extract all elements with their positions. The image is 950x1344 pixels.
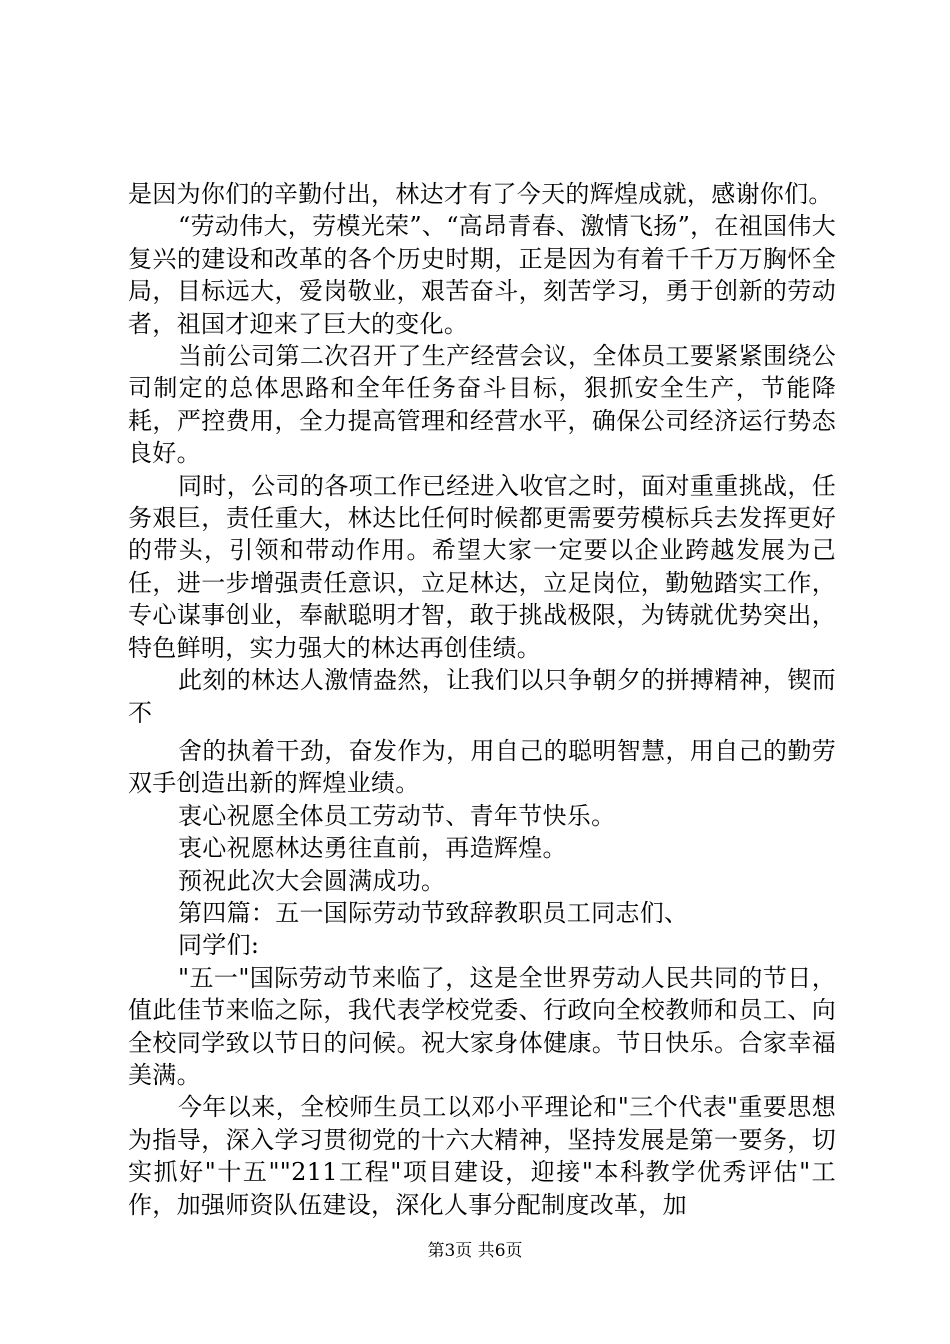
section-heading: 第四篇：五一国际劳动节致辞教职员工同志们、 [178,898,689,927]
paragraph-9: 预祝此次大会圆满成功。 [178,866,446,895]
paragraph-4: 同时，公司的各项工作已经进入收官之时，面对重重挑战，任务艰巨，责任重大，林达比任何时候都更需要劳模标兵去发挥更好的带头，引领和带动作用。希望大家一定要以企业跨越发展为己任，进一步增强责任意识，立足林达，立足岗位，勤勉踏实工作，专心谋事创业，奉献聪明才智，敢于挑战极限，为铸就优势突出，特色鲜明，实力强大的林达再创佳绩。 [128,471,836,662]
salutation: 同学们: [178,931,260,960]
paragraph-2: “劳动伟大，劳模光荣”、“高昂青春、激情飞扬”，在祖国伟大复兴的建设和改革的各个历史时期，正是因为有着千千万万胸怀全局，目标远大，爱岗敬业，艰苦奋斗，刻苦学习，勇于创新的劳动者，祖国才迎来了巨大的变化。 [128,212,836,338]
paragraph-8: 衷心祝愿林达勇往直前，再造辉煌。 [178,834,567,863]
paragraph-6: 舍的执着干劲，奋发作为，用自己的聪明智慧，用自己的勤劳双手创造出新的辉煌业绩。 [128,736,836,798]
paragraph-7: 衷心祝愿全体员工劳动节、青年节快乐。 [178,801,616,830]
paragraph-5: 此刻的林达人激情盎然，让我们以只争朝夕的拼搏精神，锲而不 [128,666,836,727]
page-number-footer: 第3页 共6页 [427,1241,523,1261]
paragraph-13: 今年以来，全校师生员工以邓小平理论和"三个代表"重要思想为指导，深入学习贯彻党的十六大精神，坚持发展是第一要务，切实抓好"十五""211工程"项目建设，迎接"本科教学优秀评估"工作，加强师资队伍建设，深化人事分配制度改革，加 [128,1093,836,1219]
paragraph-1: 是因为你们的辛勤付出，林达才有了今天的辉煌成就，感谢你们。 [128,180,833,208]
paragraph-3: 当前公司第二次召开了生产经营会议，全体员工要紧紧围绕公司制定的总体思路和全年任务奋斗目标，狠抓安全生产，节能降耗，严控费用，全力提高管理和经营水平，确保公司经济运行势态良好。 [128,342,836,468]
document-body [128,178,836,1221]
paragraph-12: "五一"国际劳动节来临了，这是全世界劳动人民共同的节日，值此佳节来临之际，我代表学校党委、行政向全校教师和员工、向全校同学致以节日的问候。祝大家身体健康。节日快乐。合家幸福美满。 [128,963,836,1089]
